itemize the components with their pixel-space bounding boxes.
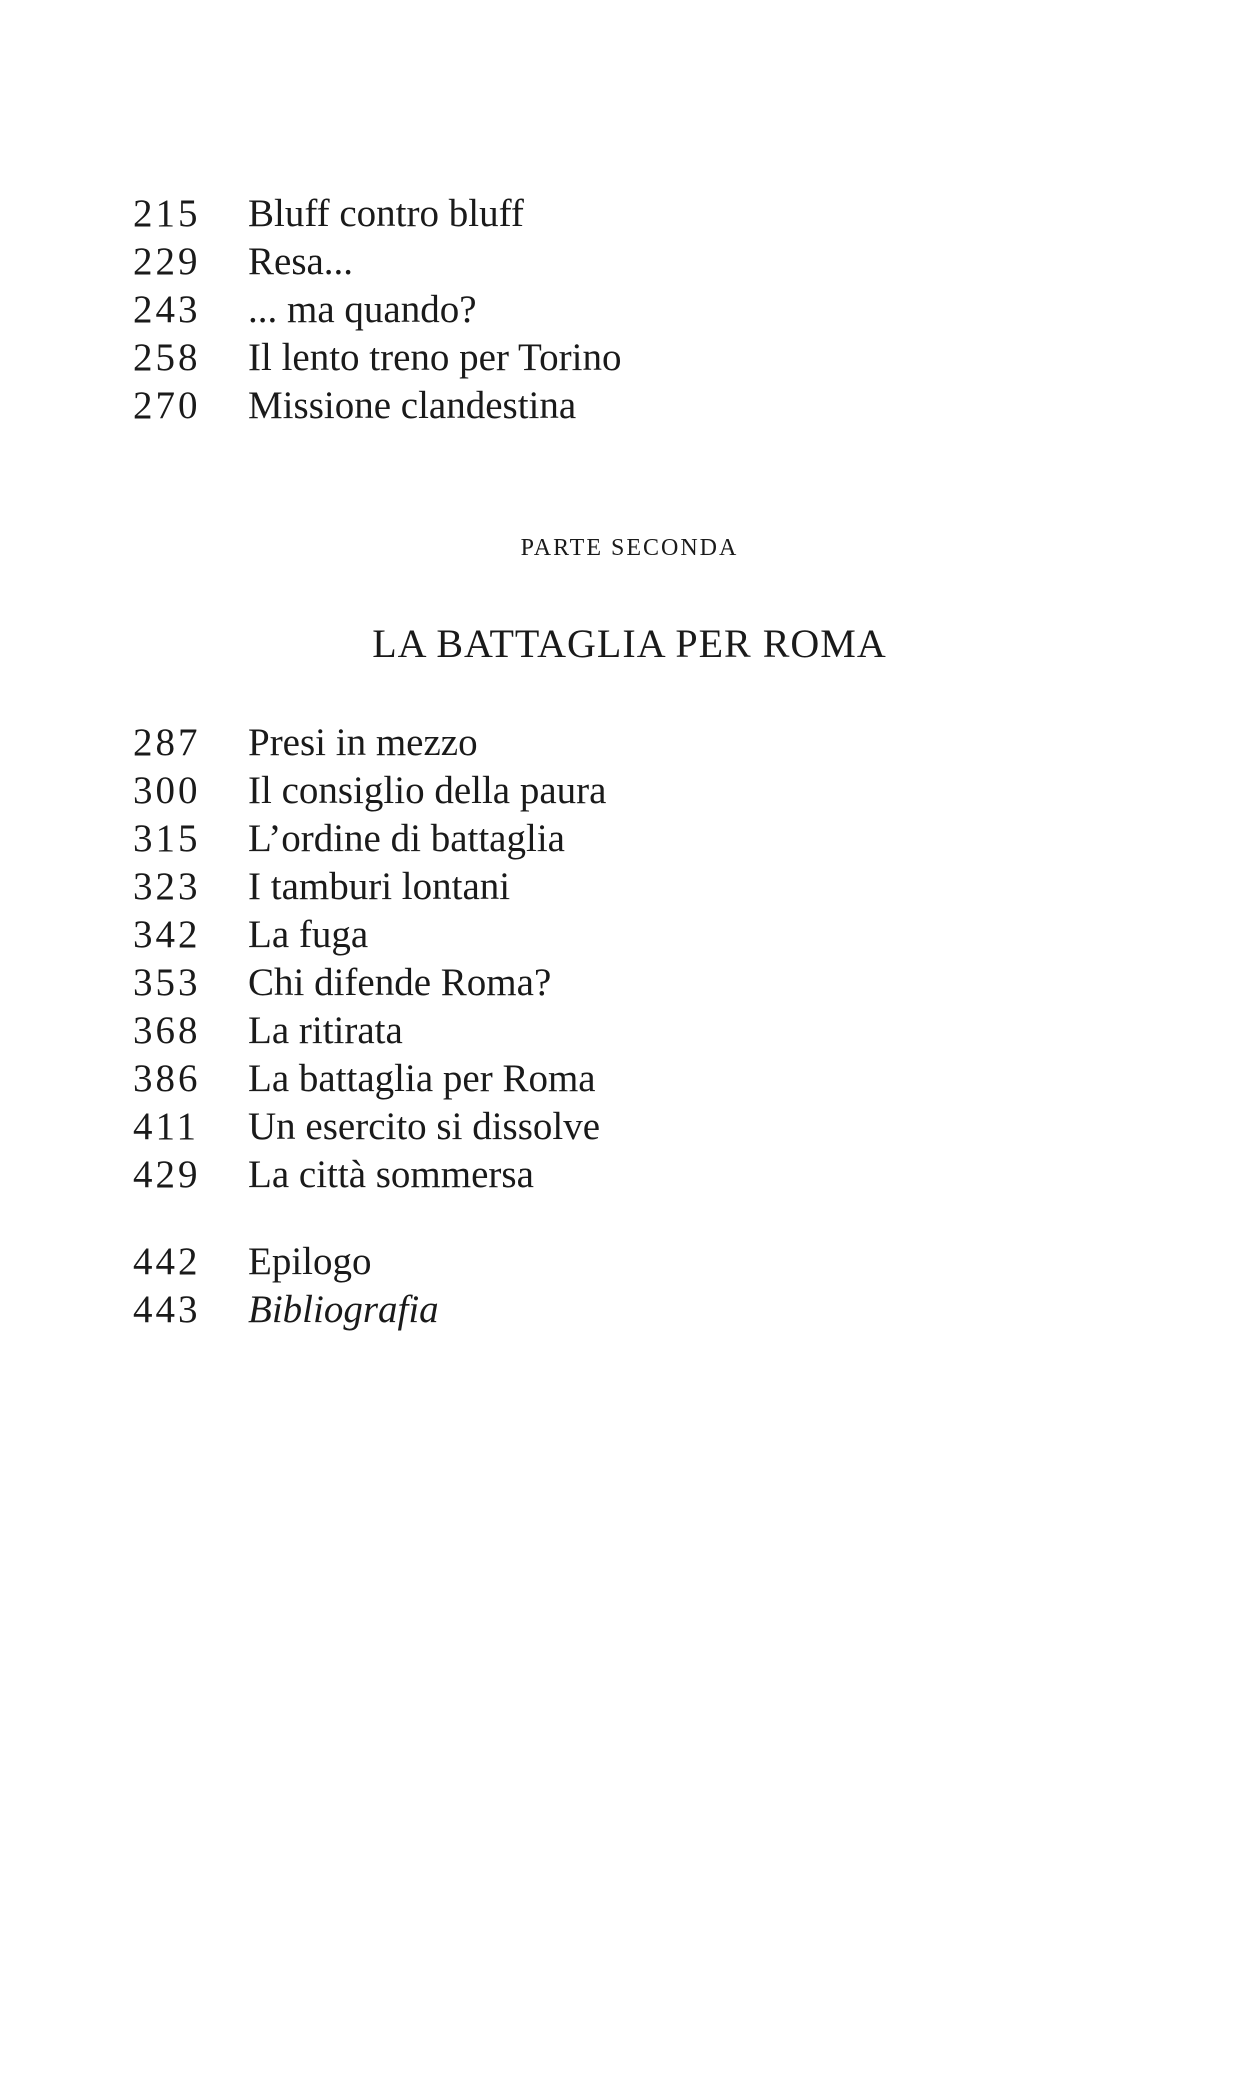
toc-page-number: 443 <box>133 1288 201 1331</box>
toc-entry <box>133 959 606 1007</box>
toc-chapter-title: L’ordine di battaglia <box>248 817 565 860</box>
toc-entry <box>133 1286 439 1334</box>
toc-page-number: 429 <box>133 1153 201 1196</box>
toc-entry <box>133 863 606 911</box>
toc-entry <box>133 334 621 382</box>
toc-entry <box>133 238 621 286</box>
toc-page-number: 323 <box>133 865 201 908</box>
toc-page-number: 215 <box>133 192 201 235</box>
toc-entry <box>133 1007 606 1055</box>
toc-page-number: 287 <box>133 721 201 764</box>
toc-chapter-title: I tamburi lontani <box>248 865 511 908</box>
toc-entry <box>133 911 606 959</box>
toc-chapter-title: Un esercito si dissolve <box>248 1105 601 1148</box>
toc-page-number: 258 <box>133 336 201 379</box>
toc-page-number: 342 <box>133 913 201 956</box>
toc-entry <box>133 767 606 815</box>
toc-epilogue-title: Epilogo <box>248 1240 372 1283</box>
toc-chapter-title: Missione clandestina <box>248 384 577 427</box>
toc-chapter-title: La ritirata <box>248 1009 403 1052</box>
toc-entry <box>133 382 621 430</box>
toc-chapter-title: La fuga <box>248 913 369 956</box>
part-label: PARTE SECONDA <box>520 535 739 561</box>
toc-entry <box>133 1238 439 1286</box>
toc-page-number: 368 <box>133 1009 201 1052</box>
toc-list-back-matter <box>133 1238 439 1334</box>
toc-page-number: 300 <box>133 769 201 812</box>
toc-entry <box>133 1151 606 1199</box>
toc-chapter-title: La battaglia per Roma <box>248 1057 596 1100</box>
toc-entry <box>133 286 621 334</box>
toc-entry <box>133 719 606 767</box>
toc-entry <box>133 190 621 238</box>
toc-chapter-title: Il consiglio della paura <box>248 769 607 812</box>
toc-chapter-title: Il lento treno per Torino <box>248 336 622 379</box>
toc-chapter-title: Bluff contro bluff <box>248 192 524 235</box>
toc-chapter-title: La città sommersa <box>248 1153 534 1196</box>
toc-page-number: 442 <box>133 1240 201 1283</box>
toc-chapter-title: Presi in mezzo <box>248 721 478 764</box>
toc-entry <box>133 815 606 863</box>
toc-chapter-title: Chi difende Roma? <box>248 961 552 1004</box>
toc-page-number: 270 <box>133 384 201 427</box>
toc-entry <box>133 1103 606 1151</box>
toc-list-part-one <box>133 190 621 430</box>
toc-page-number: 229 <box>133 240 201 283</box>
toc-chapter-title: Resa... <box>248 240 354 283</box>
toc-page-number: 243 <box>133 288 201 331</box>
toc-page-number: 315 <box>133 817 201 860</box>
toc-list-part-two <box>133 719 606 1199</box>
toc-page-number: 411 <box>133 1105 200 1148</box>
toc-bibliography-title: Bibliografia <box>248 1288 439 1331</box>
toc-page-number: 386 <box>133 1057 201 1100</box>
toc-chapter-title: ... ma quando? <box>248 288 477 331</box>
toc-entry <box>133 1055 606 1103</box>
part-title: LA BATTAGLIA PER ROMA <box>372 621 887 666</box>
toc-page-number: 353 <box>133 961 201 1004</box>
